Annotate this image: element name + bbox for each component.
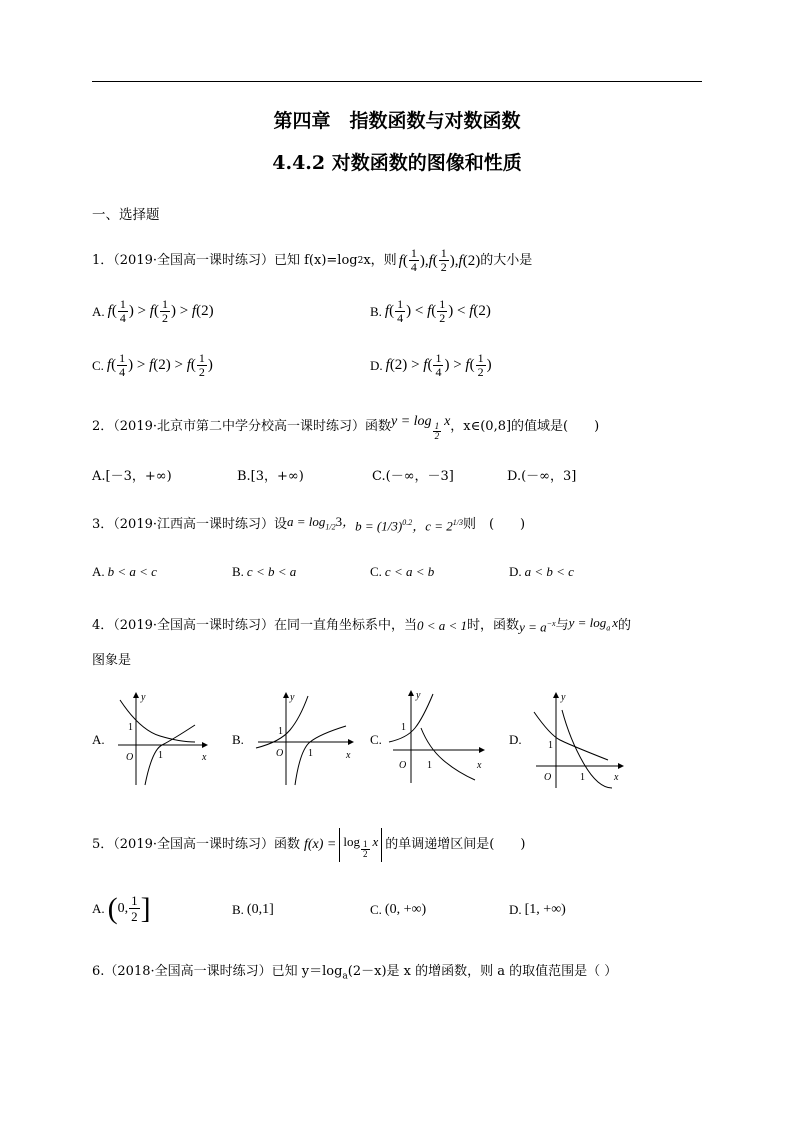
question-1-option-c[interactable]: C. f ( $\frac{1}{4}$ ) > f (2) > f ( $\frac{1}{2}$ ) (92, 351, 213, 379)
question-2-option-c[interactable]: C.(－∞，－3] (372, 469, 454, 484)
chapter-title: 第四章 指数函数与对数函数 (273, 110, 521, 132)
svg-text:y: y (290, 692, 295, 703)
question-1-option-b[interactable]: B. f ( $\frac{1}{4}$ ) < f ( $\frac{1}{2}$ ) < f (2) (370, 297, 491, 325)
question-5-option-b[interactable]: B. (0,1] (232, 902, 274, 917)
question-5-option-a[interactable]: A. ( 0, $\frac{1}{2}$ ] (92, 891, 151, 925)
svg-text:O: O (126, 752, 134, 763)
question-3-option-b[interactable]: B. c < b < a (232, 564, 297, 579)
question-3-option-d[interactable]: D. a < b < c (509, 564, 574, 579)
svg-text:1: 1 (308, 748, 313, 759)
svg-text:1: 1 (128, 722, 133, 733)
question-4-graph-a[interactable] (110, 690, 210, 790)
svg-text:y: y (141, 692, 146, 703)
question-4-option-d-label[interactable]: D. (509, 732, 522, 747)
question-4-stem: 4．（2019·全国高一课时练习）在同一直角坐标系中，当 0 < a < 1 时，函数 $y = a^{-x}$ 与 $y = \log_a x$ 的 (92, 615, 632, 635)
question-4-graph-c[interactable] (385, 688, 490, 788)
question-4-graph-d[interactable] (528, 690, 628, 790)
question-4-option-a-label[interactable]: A. (92, 732, 105, 747)
question-6-stem: 6.（2018·全国高一课时练习）已知 $y=\log_a(2-x)$是 x 的增函数，则 a 的取值范围是（ ） (92, 964, 618, 982)
svg-text:1: 1 (548, 740, 553, 751)
question-5-option-c[interactable]: C. (0, +∞) (370, 902, 427, 917)
svg-text:x: x (477, 760, 482, 771)
question-4-stem-line2: 图象是 (92, 653, 132, 668)
question-3-stem: 3．（2019·江西高一课时练习）设 $a = \log_{1/2}3$， $b = (1/3)^{0.2}$， $c = 2^{1/3}$ 则 ( ) (92, 514, 526, 534)
svg-text:O: O (399, 760, 407, 771)
question-1-stem: 1．（2019·全国高一课时练习）已知 f(x)=log 2 x，则 f ( $\frac{1}{4}$ ), f ( $\frac{1}{2}$ ), f (2) 的大小是 (92, 246, 533, 274)
svg-text:y: y (416, 690, 421, 701)
question-4-graph-b[interactable] (250, 690, 360, 790)
question-4-option-b-label[interactable]: B. (232, 732, 244, 747)
question-2-option-b[interactable]: B.[3，+∞) (237, 469, 304, 484)
svg-text:1: 1 (427, 760, 432, 771)
svg-text:x: x (202, 752, 207, 763)
svg-text:y: y (561, 692, 566, 703)
question-2-option-a[interactable]: A.[－3，+∞) (92, 469, 172, 484)
question-5-stem: 5．（2019·全国高一课时练习）函数 f(x) = log $\frac{1}{2}$ x 的单调递增区间是( ) (92, 828, 525, 862)
svg-text:O: O (276, 748, 284, 759)
svg-text:1: 1 (158, 750, 163, 761)
abs-value-bars: log $\frac{1}{2}$ x (339, 828, 382, 862)
question-3-option-c[interactable]: C. c < a < b (370, 564, 435, 579)
svg-text:x: x (614, 772, 619, 783)
svg-text:1: 1 (401, 722, 406, 733)
question-2-stem: 2．（2019·北京市第二中学分校高一课时练习）函数 y = log $\frac{1}{2}$ x ，x∈(0,8]的值域是( ) (92, 414, 600, 441)
header-rule (92, 81, 702, 82)
question-5-option-d[interactable]: D. [1, +∞) (509, 902, 566, 917)
question-2-option-d[interactable]: D.(－∞，3] (507, 469, 577, 484)
svg-text:1: 1 (278, 726, 283, 737)
svg-text:O: O (544, 772, 552, 783)
question-1-option-a[interactable]: A. f ( $\frac{1}{4}$ ) > f ( $\frac{1}{2}$ ) > f (2) (92, 297, 214, 325)
question-3-option-a[interactable]: A. b < a < c (92, 564, 157, 579)
question-1-option-d[interactable]: D. f (2) > f ( $\frac{1}{4}$ ) > f ( $\frac{1}{2}$ ) (370, 351, 492, 379)
svg-text:1: 1 (580, 772, 585, 783)
section-title: 4.4.2 对数函数的图像和性质 (272, 152, 522, 174)
svg-text:x: x (346, 750, 351, 761)
question-4-option-c-label[interactable]: C. (370, 732, 382, 747)
section-label: 一、选择题 (92, 207, 160, 223)
